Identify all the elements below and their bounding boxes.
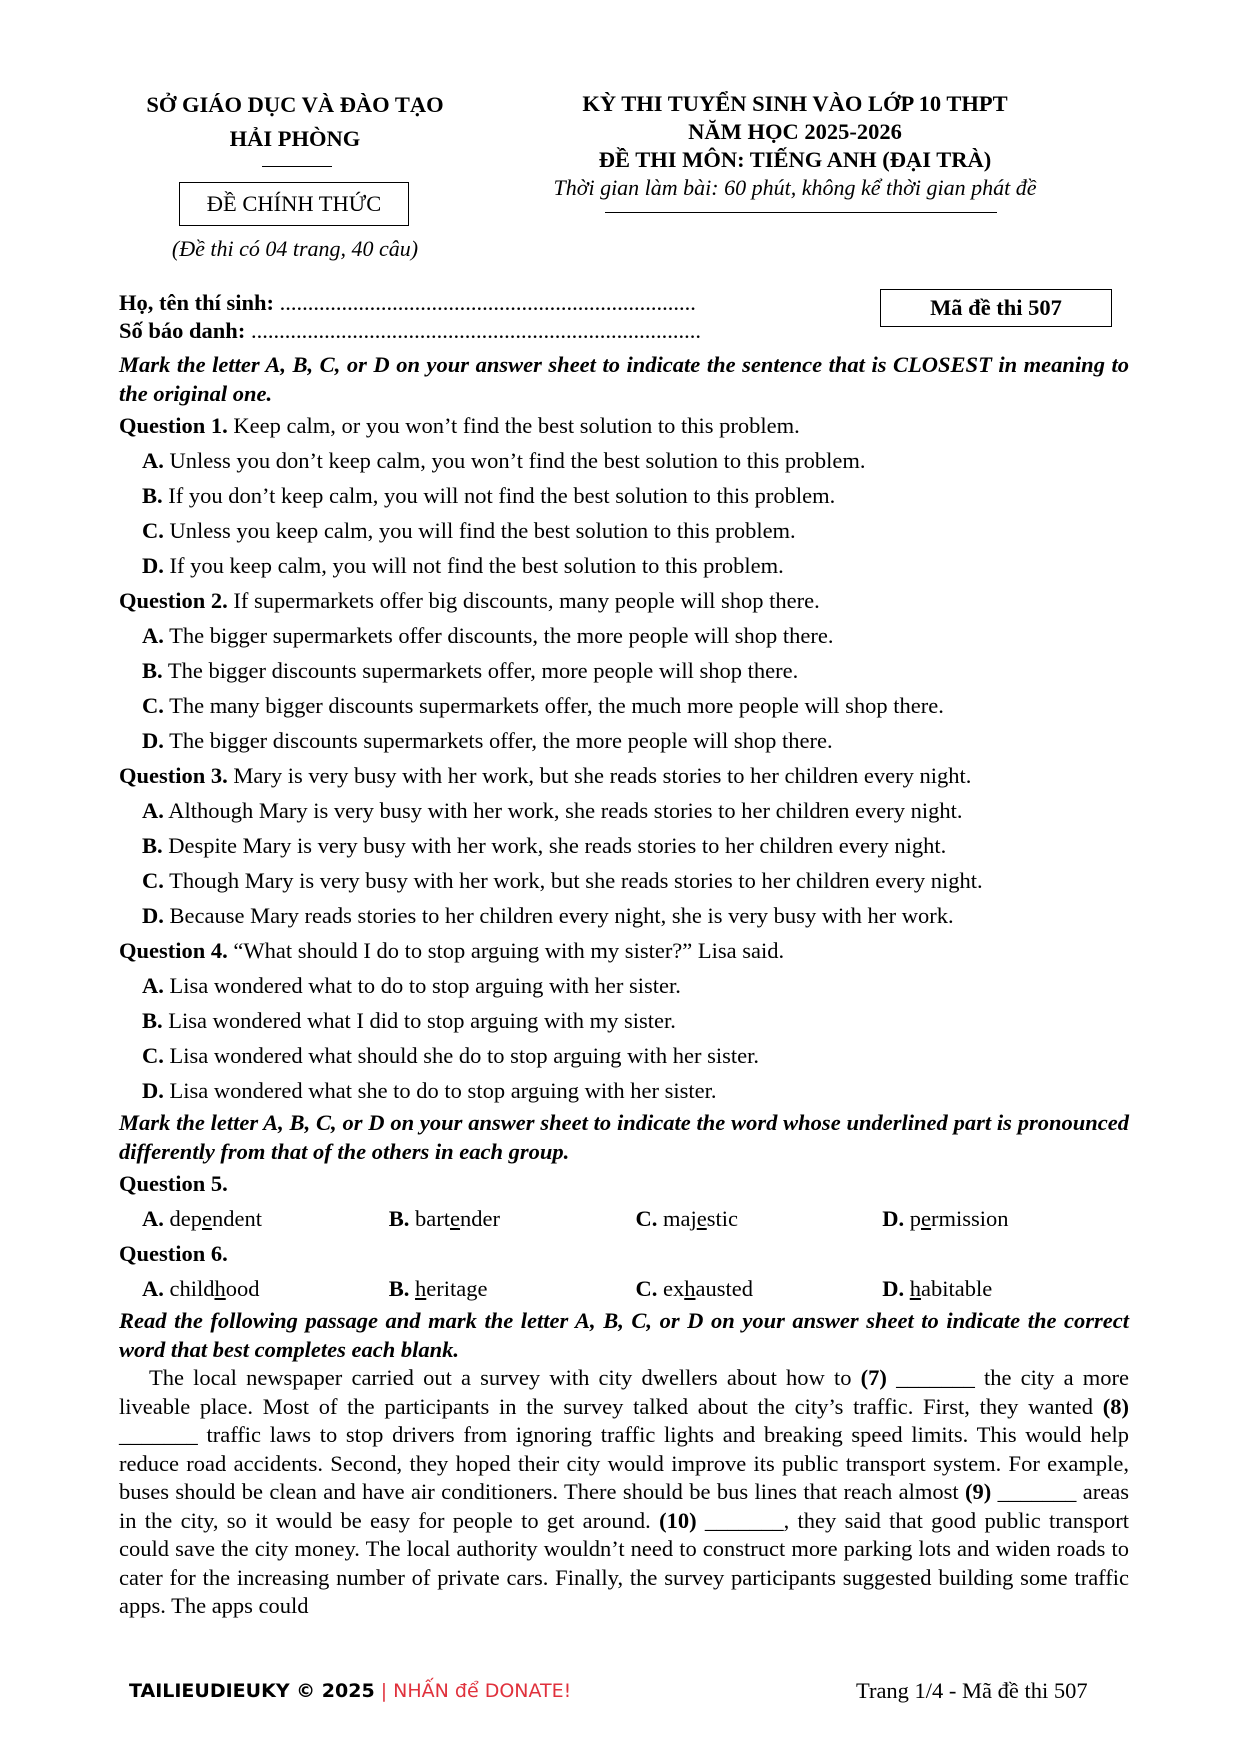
exam-title: KỲ THI TUYỂN SINH VÀO LỚP 10 THPT [582,91,1008,116]
question-label: Question 6. [119,1241,228,1266]
question-block [119,758,1129,933]
option-text: Despite Mary is very busy with her work, she reads stories to her children every night. [168,833,947,858]
footer-brand [129,1680,571,1702]
option-a: A. dependent [142,1206,262,1231]
option-a: A. childhood [142,1276,260,1301]
option-letter: B. [142,483,163,508]
option-c: C. exhausted [635,1276,753,1301]
question-block [119,1166,1129,1236]
divider [605,212,997,213]
dept-name: SỞ GIÁO DỤC VÀ ĐÀO TẠO [146,92,444,117]
donate-link[interactable]: NHẤN để DONATE! [393,1680,572,1702]
candidate-id-label: Số báo danh: [119,318,246,343]
question-text: “What should I do to stop arguing with my sister?” Lisa said. [233,938,785,963]
header-right [505,90,1085,202]
school-year: NĂM HỌC 2025-2026 [688,119,902,144]
option-letter: C. [142,518,164,543]
candidate-id-line [119,317,701,345]
candidate-id-dots: ................................................................................ [250,318,701,343]
option-letter: B. [142,833,163,858]
pronunciation-options [119,1271,1129,1306]
subject-title: ĐỀ THI MÔN: TIẾNG ANH (ĐẠI TRÀ) [598,147,992,172]
option-letter: A. [142,448,164,473]
question-block [119,408,1129,583]
option-b: B. bartender [388,1206,500,1231]
candidate-name-line [119,289,696,317]
question-block [119,583,1129,758]
option-text: Though Mary is very busy with her work, but she reads stories to her children every night. [169,868,983,893]
option-letter: D. [142,1078,164,1103]
header-left [100,88,490,156]
option-text: Lisa wondered what I did to stop arguing with my sister. [168,1008,676,1033]
option-letter: B. [142,658,163,683]
option-letter: C. [142,1043,164,1068]
brand-text: TAILIEUDIEUKY © 2025 [129,1680,375,1702]
option-b: B. heritage [388,1276,488,1301]
option-d: D. habitable [882,1276,993,1301]
option-text: The bigger discounts supermarkets offer, the more people will shop there. [169,728,833,753]
option-text: Lisa wondered what she to do to stop arguing with her sister. [169,1078,717,1103]
official-label: ĐỀ CHÍNH THỨC [179,182,409,226]
option-text: Because Mary reads stories to her children every night, she is very busy with her work. [169,903,954,928]
option-letter: B. [142,1008,163,1033]
question-label: Question 3. [119,763,228,788]
option-d: D. permission [882,1206,1009,1231]
option-text: Lisa wondered what should she do to stop arguing with her sister. [169,1043,760,1068]
city-name: HẢI PHÒNG [229,126,361,151]
divider [262,166,332,167]
candidate-name-dots: .......................................................................... [279,290,696,315]
option-letter: C. [142,693,164,718]
option-letter: D. [142,903,164,928]
blank-number: (10) [659,1507,697,1533]
question-label: Question 2. [119,588,228,613]
pronunciation-options [119,1201,1129,1236]
page-info: Trang 1/4 - Mã đề thi 507 [856,1678,1088,1703]
option-letter: D. [142,728,164,753]
option-letter: A. [142,798,164,823]
section-instruction: Mark the letter A, B, C, or D on your answer sheet to indicate the word whose underlined part is pronounced differently from that of the others in each group. [119,1110,1129,1164]
question-text: Mary is very busy with her work, but she reads stories to her children every night. [233,763,972,788]
option-letter: C. [142,868,164,893]
option-text: The bigger discounts supermarkets offer, more people will shop there. [167,658,799,683]
option-c: C. majestic [635,1206,738,1231]
exam-content [119,350,1129,1621]
separator: | [374,1680,394,1702]
question-text: If supermarkets offer big discounts, many people will shop there. [233,588,820,613]
blank-number: (7) [860,1365,887,1390]
section-instruction: Read the following passage and mark the letter A, B, C, or D on your answer sheet to indicate the correct word that best completes each blank. [119,1308,1129,1362]
candidate-name-label: Họ, tên thí sinh: [119,290,275,315]
option-text: Although Mary is very busy with her work, she reads stories to her children every night. [168,798,963,823]
question-block [119,933,1129,1108]
option-text: Unless you keep calm, you will find the best solution to this problem. [169,518,796,543]
question-label: Question 4. [119,938,228,963]
section-instruction: Mark the letter A, B, C, or D on your answer sheet to indicate the sentence that is CLOSEST in meaning to the original one. [119,352,1129,406]
option-text: If you don’t keep calm, you will not find the best solution to this problem. [168,483,836,508]
option-letter: A. [142,623,164,648]
blank-number: (8) [1102,1393,1129,1419]
option-text: Unless you don’t keep calm, you won’t find the best solution to this problem. [169,448,866,473]
question-label: Question 5. [119,1171,228,1196]
exam-code: Mã đề thi 507 [880,289,1112,327]
pages-note: (Đề thi có 04 trang, 40 câu) [171,236,419,261]
option-text: The many bigger discounts supermarkets offer, the much more people will shop there. [169,693,944,718]
option-text: If you keep calm, you will not find the best solution to this problem. [169,553,784,578]
option-letter: D. [142,553,164,578]
blank-number: (9) [965,1479,992,1504]
question-block [119,1236,1129,1306]
question-text: Keep calm, or you won’t find the best solution to this problem. [233,413,800,438]
option-text: The bigger supermarkets offer discounts, the more people will shop there. [169,623,834,648]
reading-passage: The local newspaper carried out a survey with city dwellers about how to (7) _______ the city a more liveable place. Most of the participants in the survey talked about the city’s traffic. First, they wanted (8) _______ traffic laws to stop drivers from ignoring traffic lights and breaking speed limits. This would help reduce road accidents. Second, they hoped their city would improve its public transport system. For example, buses should be clean and have air conditioners. There should be bus lines that reach almost (9) _______ areas in the city, so it would be easy for people to get around. (10) _______, they said that good public transport could save the city money. The local authority wouldn’t need to construct more parking lots and widen roads to cater for the increasing number of private cars. Finally, the survey participants suggested building some traffic apps. The apps could [119,1365,1129,1618]
option-text: Lisa wondered what to do to stop arguing with her sister. [169,973,681,998]
option-letter: A. [142,973,164,998]
question-label: Question 1. [119,413,228,438]
time-note: Thời gian làm bài: 60 phút, không kể thời gian phát đề [553,175,1037,200]
